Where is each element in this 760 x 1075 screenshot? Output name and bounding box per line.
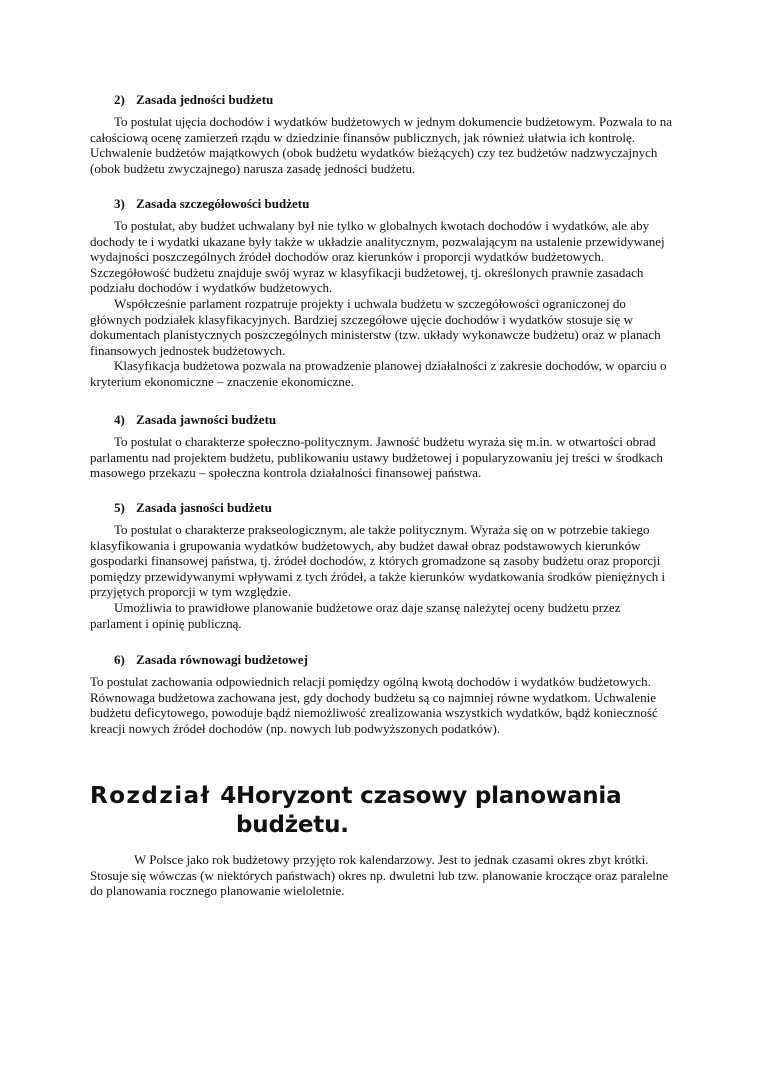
section-number: 5) xyxy=(114,500,125,515)
section-title: Zasada jawności budżetu xyxy=(136,412,277,427)
section-title: Zasada szczegółowości budżetu xyxy=(136,196,310,211)
section-openness xyxy=(90,412,675,481)
paragraph: Współcześnie parlament rozpatruje projekty i uchwala budżetu w szczegółowości ograniczonej do głównych podziałek klasyfikacyjnych. Bardziej szczegółowe ujęcie dochodów i wydatków stosuje się w dokumentach planistycznych poszczególnych ministerstw (tzw. układy wykonawcze budżetu) oraz w planach finansowych jednostek budżetowych. xyxy=(90,295,661,358)
chapter-body xyxy=(90,852,675,899)
paragraph: To postulat o charakterze społeczno-politycznym. Jawność budżetu wyraża się m.in. w otwartości obrad parlamentu nad projektem budżetu, publikowaniu ustawy budżetowej i popularyzowaniu jej treści w środkach masowego przekazu – społeczna kontrola działalności finansowej państwa. xyxy=(90,434,663,481)
section-unity xyxy=(90,92,675,176)
paragraph: To postulat ujęcia dochodów i wydatków budżetowych w jednym dokumencie budżetowym. Pozwala to na całościową ocenę zamierzeń rządu w dziedzinie finansów publicznych, jak również ułatwia ich kontrolę. Uchwalenie budżetów majątkowych (obok budżetu wydatków bieżących) czy tez budżetów nadzwyczajnych (obok budżetu zwyczajnego) narusza zasadę jedności budżetu. xyxy=(90,114,672,176)
section-title: Zasada równowagi budżetowej xyxy=(136,652,308,667)
section-detail xyxy=(90,196,675,390)
section-heading xyxy=(90,92,675,108)
section-number: 4) xyxy=(114,412,125,427)
chapter-title: Horyzont czasowy planowania budżetu. xyxy=(236,783,622,838)
section-heading xyxy=(90,652,675,668)
section-clarity xyxy=(90,500,675,631)
section-heading xyxy=(90,500,675,516)
section-balance xyxy=(90,652,675,736)
paragraph: To postulat zachowania odpowiednich relacji pomiędzy ogólną kwotą dochodów i wydatków budżetowych. Równowaga budżetowa zachowana jest, gdy dochody budżetu są co najmniej równe wydatkom. Uchwalenie budżetu deficytowego, powoduje bądź niemożliwość zrealizowania wszystkich wydatków, bądź konieczność kreacji nowych źródeł dochodów (np. nowych lub podwyższonych podatków). xyxy=(90,674,658,736)
section-title: Zasada jedności budżetu xyxy=(136,92,274,107)
chapter-label: Rozdział 4 xyxy=(90,783,238,809)
paragraph: Klasyfikacja budżetowa pozwala na prowadzenie planowej działalności z zakresie dochodów, w oparciu o kryterium ekonomiczne – znaczenie ekonomiczne. xyxy=(90,358,667,389)
section-number: 2) xyxy=(114,92,125,107)
section-title: Zasada jasności budżetu xyxy=(136,500,272,515)
section-heading xyxy=(90,196,675,212)
paragraph: To postulat o charakterze prakseologicznym, ale także politycznym. Wyraża się on w potrzebie takiego klasyfikowania i grupowania wydatków budżetowych, aby budżet dawał obraz podstawowych kierunków gospodarki finansowej państwa, tj. źródeł dochodów, z których gromadzone są zasoby budżetu oraz proporcji pomiędzy przewidywanymi wpływami z tych źródeł, a także kierunków wydatkowania środków pieniężnych i przyjętych proporcji w tym względzie. xyxy=(90,522,666,600)
paragraph: To postulat, aby budżet uchwalany był nie tylko w globalnych kwotach dochodów i wydatków, ale aby dochody te i wydatki ukazane były także w układzie analitycznym, pozwalającym na ustalenie przewidywanej wydajności poszczególnych źródeł dochodów oraz kierunków i proporcji wydatków budżetowych. Szczegółowość budżetu znajduje swój wyraz w klasyfikacji budżetowej, tj. określonych prawnie zasadach podziału dochodów i wydatków budżetowych. xyxy=(90,218,665,296)
paragraph: W Polsce jako rok budżetowy przyjęto rok kalendarzowy. Jest to jednak czasami okres zbyt krótki. Stosuje się wówczas (w niektórych państwach) okres np. dwuletni lub tzw. planowanie kroczące oraz paralelne do planowania rocznego planowanie wieloletnie. xyxy=(90,852,669,899)
section-number: 6) xyxy=(114,652,125,667)
section-number: 3) xyxy=(114,196,125,211)
paragraph: Umożliwia to prawidłowe planowanie budżetowe oraz daje szansę należytej oceny budżetu przez parlament i opinię publiczną. xyxy=(90,599,621,631)
section-heading xyxy=(90,412,675,428)
